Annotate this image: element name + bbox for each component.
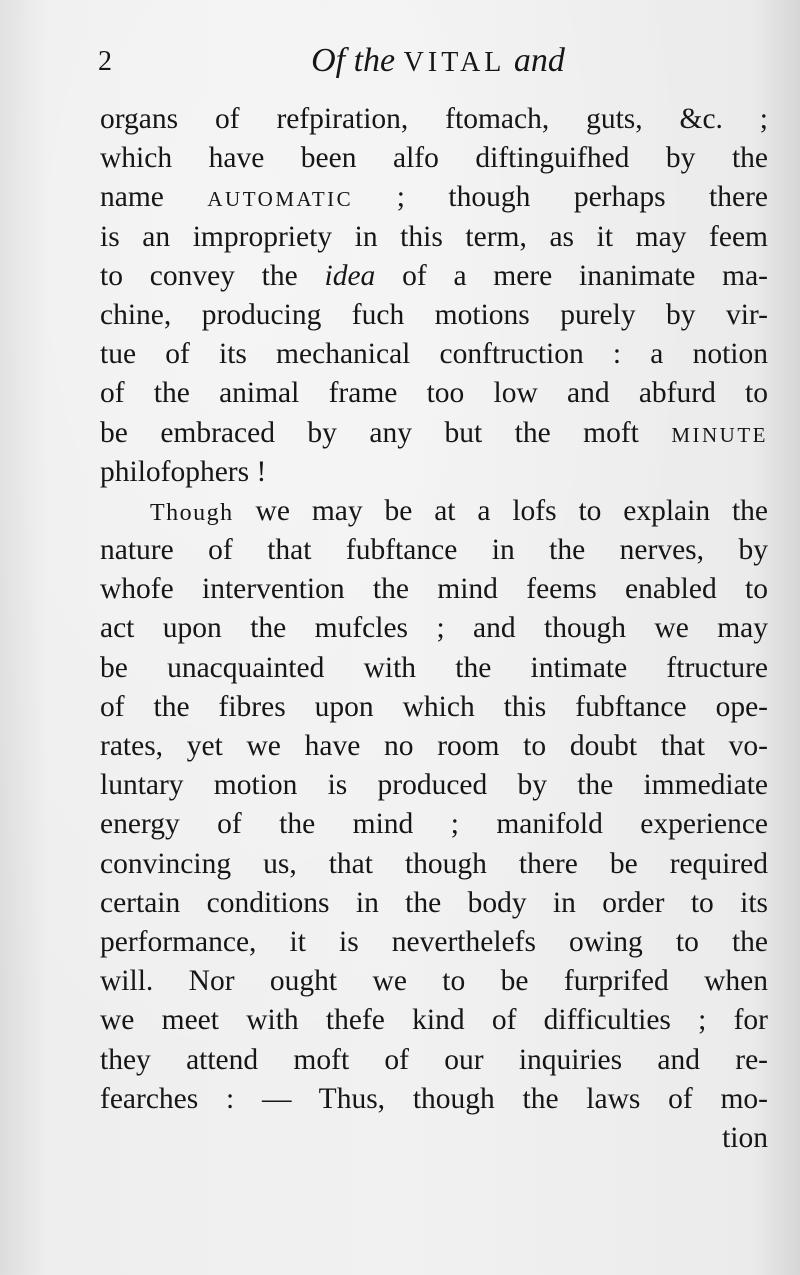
text-line: energy of the mind ; manifold experience	[100, 808, 768, 841]
text-line: will. Nor ought we to be furprifed when	[100, 965, 768, 998]
line-rest: we may be at a lofs to explain the	[255, 494, 768, 527]
page-number: 2	[98, 46, 112, 77]
text-line: convincing us, that though there be required	[100, 847, 768, 880]
text-line: organs of refpiration, ftomach, guts, &c. ;	[100, 103, 768, 135]
italic-idea: idea	[324, 259, 376, 292]
text-line: luntary motion is produced by the immediate	[100, 769, 768, 802]
text-line: which have been alfo diftinguifhed by the	[100, 142, 768, 175]
text-line: nature of that fubftance in the nerves, by	[100, 534, 768, 567]
text-line: philofophers !	[100, 455, 267, 488]
catchword: tion	[722, 1121, 768, 1154]
text-line: certain conditions in the body in order to its	[100, 886, 768, 919]
text-line	[100, 492, 768, 531]
text-line: they attend moft of our inquiries and re-	[100, 1043, 768, 1076]
small-caps-automatic: AUTOMATIC	[207, 187, 354, 212]
text-line: chine, producing fuch motions purely by vir-	[100, 298, 768, 331]
line-rest: ; though perhaps there	[396, 181, 769, 214]
text-line: is an impropriety in this term, as it may feem	[100, 220, 768, 253]
line-word: to convey the	[100, 259, 298, 292]
text-line: whofe intervention the mind feems enabled to	[100, 573, 768, 606]
page-header	[98, 36, 778, 86]
text-line: of the fibres upon which this fubftance ope-	[100, 690, 768, 723]
body-text	[100, 100, 768, 1158]
small-caps-minute: MINUTE	[671, 422, 768, 447]
text-line	[100, 257, 768, 296]
text-line	[100, 178, 768, 217]
text-line: fearches : — Thus, though the laws of mo-	[100, 1082, 768, 1115]
line-word: be embraced by any but the moft	[100, 416, 639, 449]
running-head-vital: VITAL	[403, 47, 506, 78]
small-caps-though: Though	[150, 499, 234, 526]
text-line	[100, 414, 768, 453]
text-line: be unacquainted with the intimate ftructure	[100, 651, 768, 684]
running-head	[98, 42, 778, 80]
line-word: name	[100, 181, 164, 214]
running-head-prefix: Of the	[311, 42, 396, 79]
text-line: we meet with thefe kind of difficulties ; for	[100, 1004, 768, 1037]
text-line: performance, it is neverthelefs owing to the	[100, 925, 768, 958]
text-line: of the animal frame too low and abfurd to	[100, 377, 768, 410]
text-line: rates, yet we have no room to doubt that vo-	[100, 730, 768, 762]
line-rest: of a mere inanimate ma-	[402, 259, 768, 292]
text-line: tue of its mechanical conftruction : a notion	[100, 338, 768, 371]
text-line: act upon the mufcles ; and though we may	[100, 612, 768, 645]
running-head-suffix: and	[513, 42, 565, 79]
